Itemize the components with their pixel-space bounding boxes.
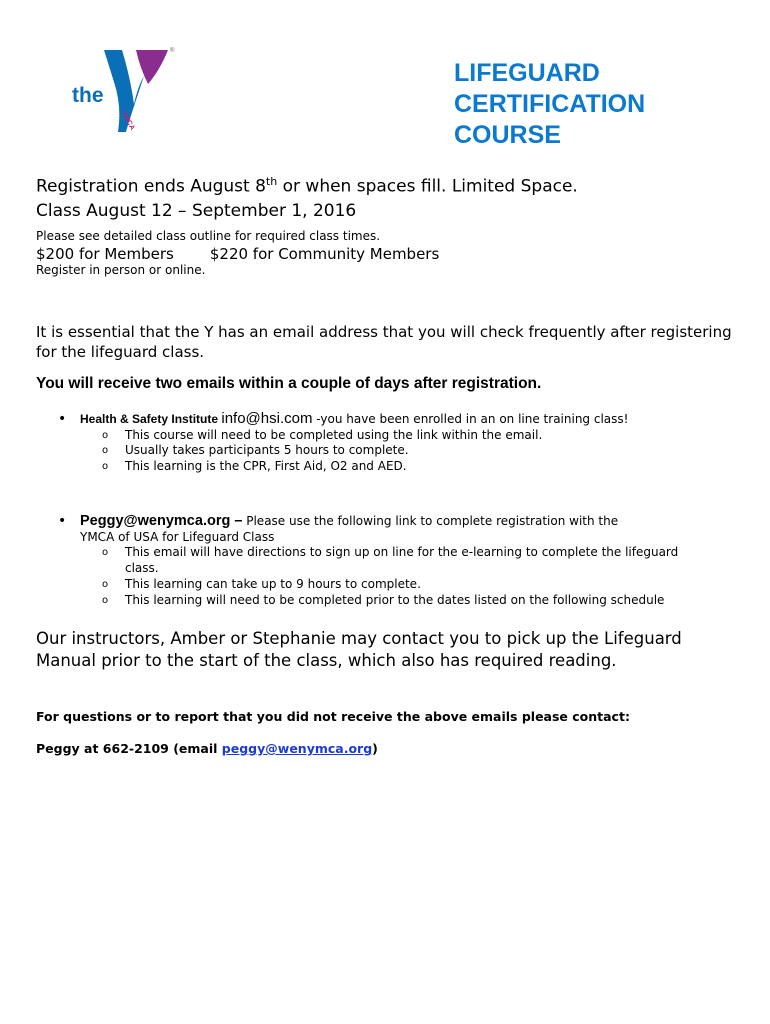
contact-prefix: Peggy at 662-2109 (email — [36, 741, 222, 756]
page-title — [454, 58, 754, 151]
title-line: LIFEGUARD — [454, 59, 600, 87]
contact-suffix: ) — [372, 741, 378, 756]
hsi-bullet — [58, 411, 628, 475]
hsi-email-link[interactable]: info@hsi.com — [221, 410, 313, 427]
deadline-text: Registration ends August 8 — [36, 176, 266, 197]
essential-email-notice: It is essential that the Y has an email address that you will check frequently after registering for the lifeguard class. — [36, 323, 732, 361]
circle-bullet-icon: o — [102, 594, 109, 606]
deadline-ordinal: th — [265, 175, 278, 188]
class-outline-note: Please see detailed class outline for required class times. — [36, 229, 381, 243]
ymca-logo — [68, 46, 178, 136]
contact-email-link[interactable]: peggy@wenymca.org — [221, 741, 373, 756]
list-item-text: Usually takes participants 5 hours to complete. — [125, 443, 409, 458]
community-price: $220 for Community Members — [209, 245, 440, 263]
registration-deadline — [36, 170, 578, 199]
contact-line — [36, 741, 378, 756]
bullet-icon: • — [58, 411, 67, 427]
deadline-text-after: or when spaces fill. Limited Space. — [277, 176, 578, 197]
circle-bullet-icon: o — [102, 461, 109, 473]
registered-mark: ® — [170, 48, 175, 54]
circle-bullet-icon: o — [102, 578, 109, 590]
list-item — [58, 459, 628, 475]
circle-bullet-icon: o — [102, 445, 109, 457]
logo-the-text: the — [72, 84, 104, 107]
list-item-text: This learning will need to be completed prior to the dates listed on the following schedule — [125, 592, 665, 607]
class-dates: Class August 12 – September 1, 2016 — [36, 200, 357, 221]
peggy-description-continued: YMCA of USA for Lifeguard Class — [80, 529, 275, 544]
list-item-text: This email will have directions to sign up on line for the e-learning to complete the lifeguard class. — [125, 545, 679, 576]
list-item — [58, 593, 703, 609]
peggy-bullet — [58, 514, 703, 608]
list-item-text: This learning is the CPR, First Aid, O2 and AED. — [125, 459, 407, 474]
list-item — [58, 443, 628, 459]
list-item-text: This course will need to be completed using the link within the email. — [125, 427, 543, 442]
title-line: CERTIFICATION — [454, 90, 646, 118]
list-item — [58, 545, 703, 576]
title-line: COURSE — [454, 121, 561, 149]
circle-bullet-icon: o — [102, 429, 109, 441]
bullet-icon: • — [58, 513, 67, 529]
circle-bullet-icon: o — [102, 547, 109, 559]
list-item — [58, 577, 703, 593]
instructors-notice: Our instructors, Amber or Stephanie may contact you to pick up the Lifeguard Manual prior to the start of the class, which also has required reading. — [36, 629, 682, 670]
peggy-email: Peggy@wenymca.org – — [80, 513, 243, 529]
emails-heading: You will receive two emails within a couple of days after registration. — [36, 375, 542, 392]
peggy-description: Please use the following link to complete registration with the — [242, 514, 619, 528]
hsi-description: -you have been enrolled in an on line training class! — [312, 412, 629, 426]
member-price: $200 for Members — [36, 245, 174, 263]
list-item — [58, 428, 628, 444]
list-item-text: This learning can take up to 9 hours to complete. — [125, 576, 421, 591]
questions-text: For questions or to report that you did not receive the above emails please contact: — [36, 709, 630, 724]
prices — [36, 244, 439, 264]
logo-ymca-text: YMCA — [119, 110, 136, 132]
registration-info — [36, 170, 578, 223]
hsi-label: Health & Safety Institute — [80, 412, 222, 426]
register-note: Register in person or online. — [36, 263, 206, 277]
